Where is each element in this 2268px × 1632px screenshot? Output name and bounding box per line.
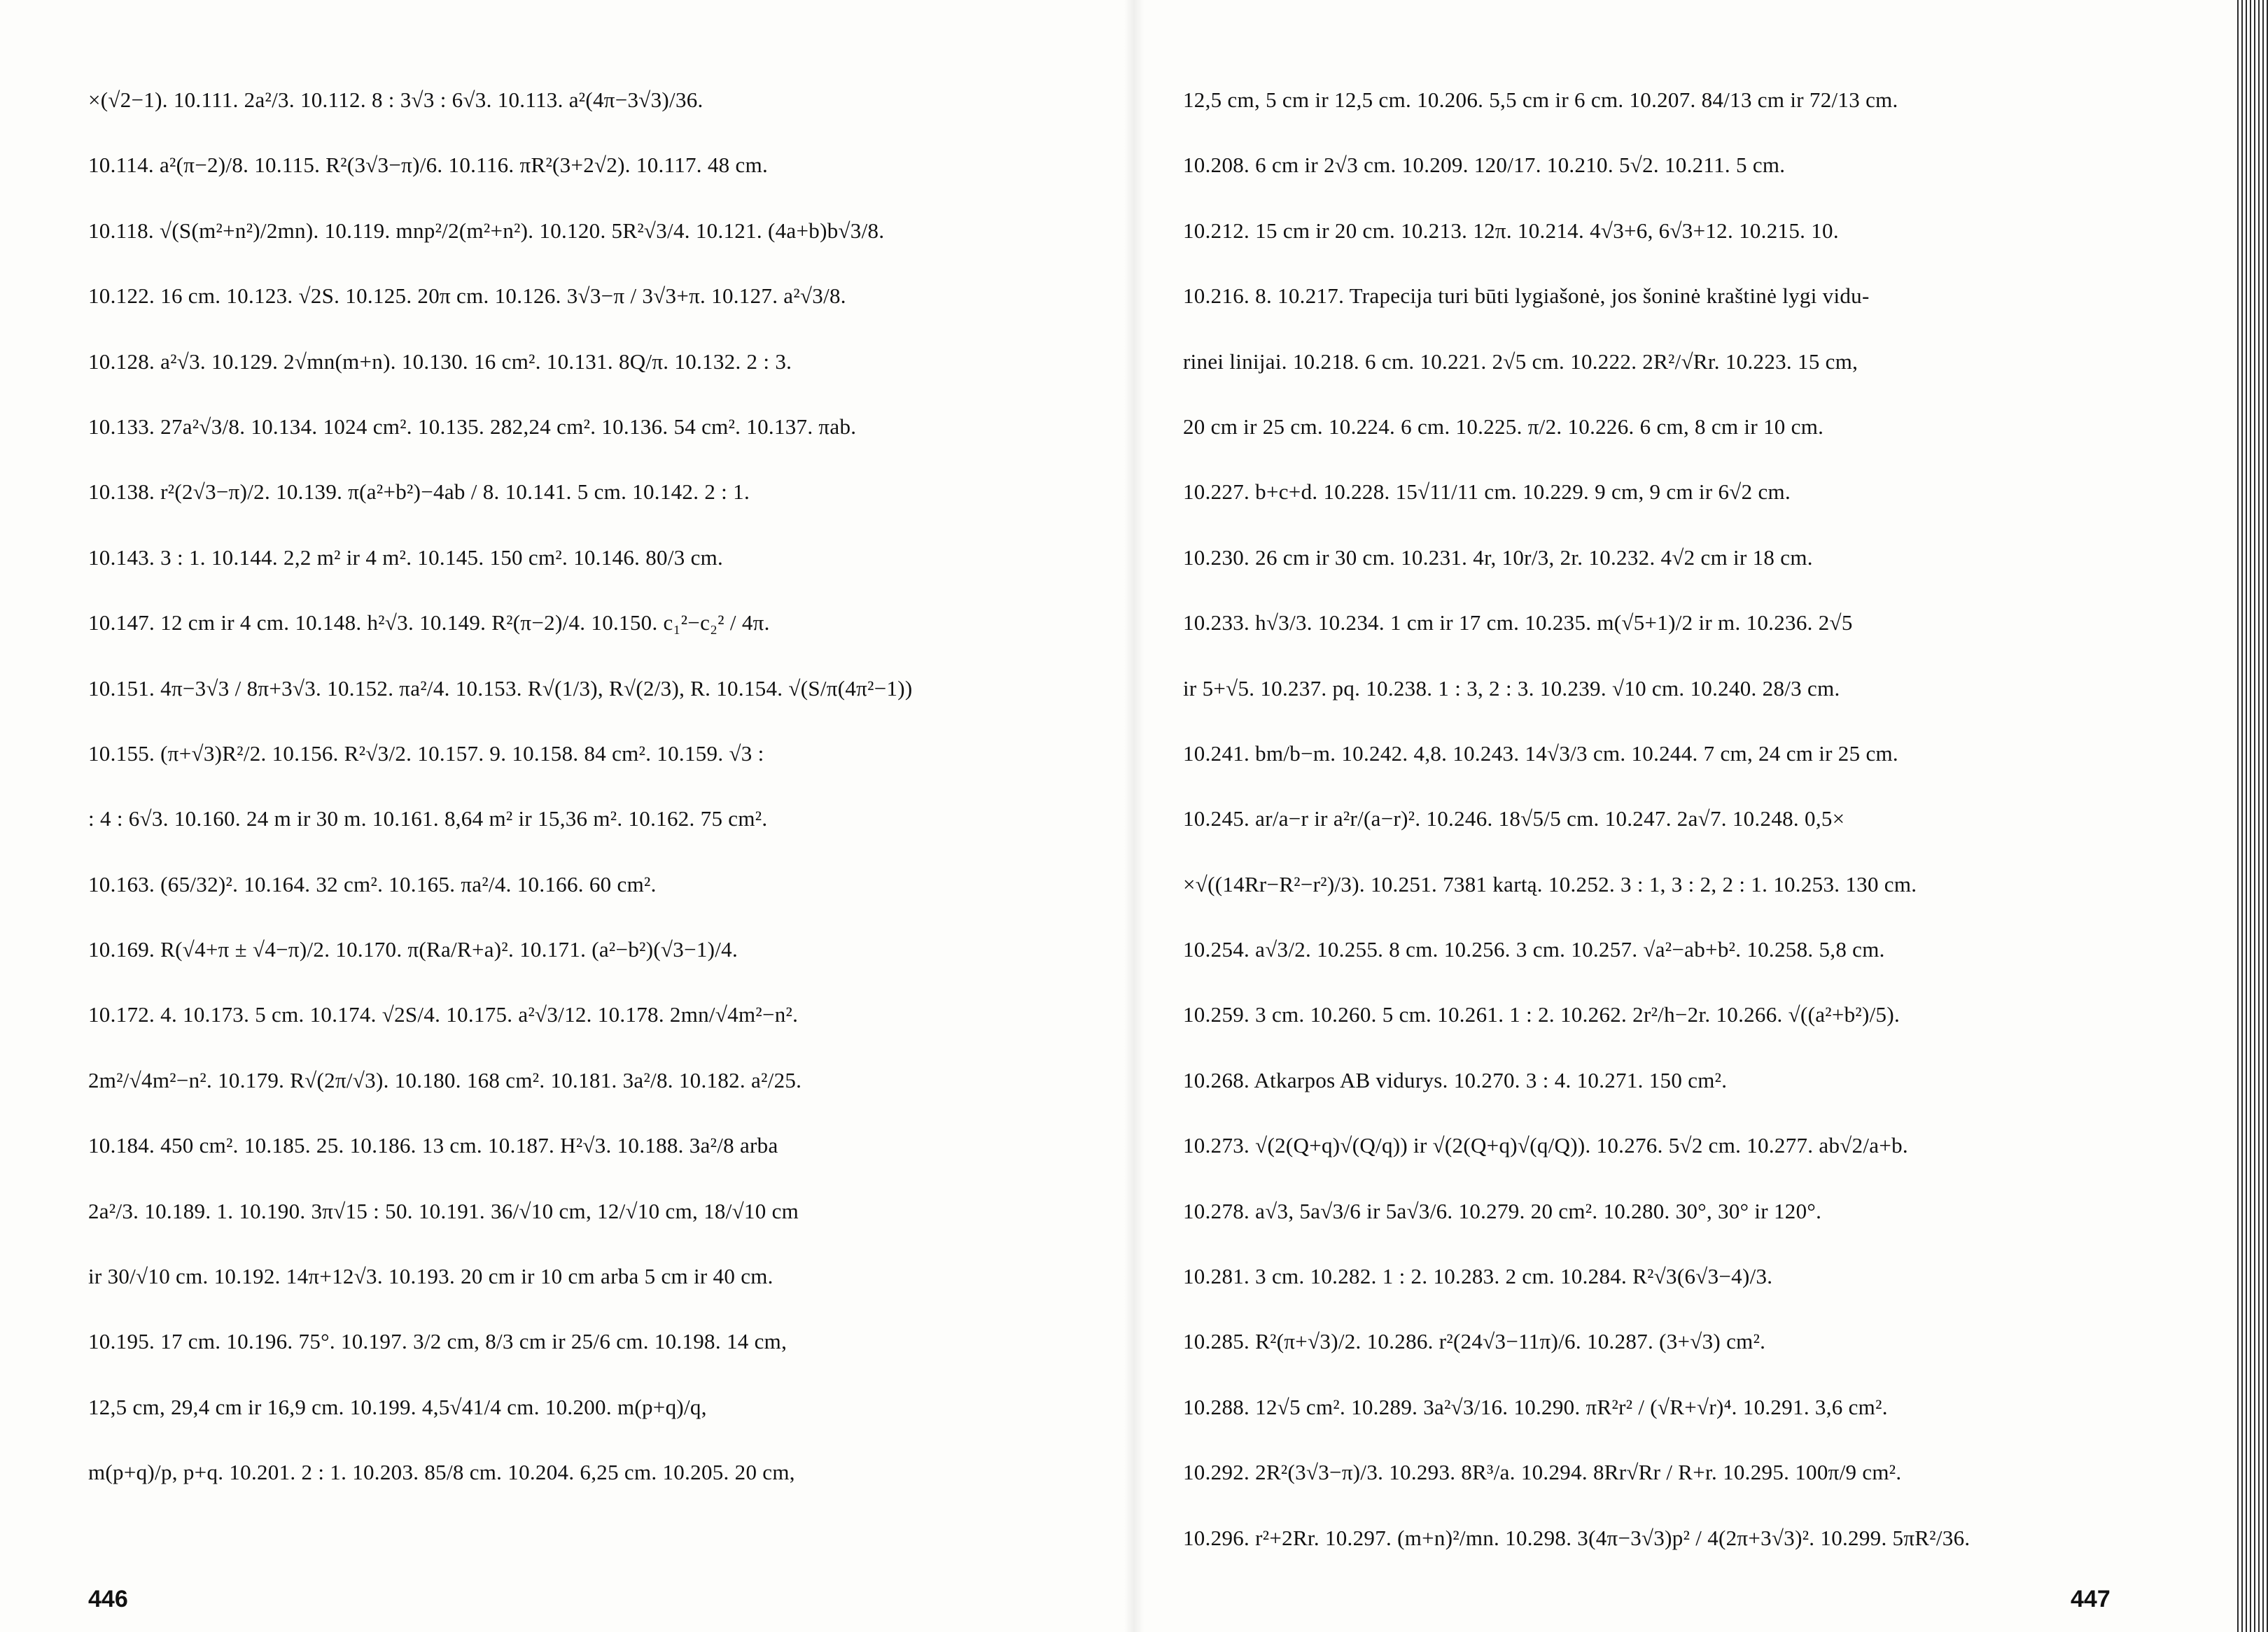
right-answer-lines (1183, 67, 2163, 1570)
answer-line: 10.216. 8. 10.217. Trapecija turi būti lygiašonė, jos šoninė kraštinė lygi vidu- (1183, 283, 1870, 309)
answer-line: 10.259. 3 cm. 10.260. 5 cm. 10.261. 1 : 2. 10.262. 2r²/h−2r. 10.266. √((a²+b²)/5). (1183, 1002, 1900, 1027)
answer-line: 10.122. 16 cm. 10.123. √2S. 10.125. 20π cm. 10.126. 3√3−π / 3√3+π. 10.127. a²√3/8. (88, 283, 846, 309)
answer-line: 10.208. 6 cm ir 2√3 cm. 10.209. 120/17. 10.210. 5√2. 10.211. 5 cm. (1183, 153, 1786, 178)
answer-line: 10.273. √(2(Q+q)√(Q/q)) ir √(2(Q+q)√(q/Q)). 10.276. 5√2 cm. 10.277. ab√2/a+b. (1183, 1133, 1908, 1158)
answer-line: 10.230. 26 cm ir 30 cm. 10.231. 4r, 10r/3, 2r. 10.232. 4√2 cm ir 18 cm. (1183, 544, 1813, 570)
right-page-number: 447 (2071, 1586, 2110, 1612)
answer-line: 10.133. 27a²√3/8. 10.134. 1024 cm². 10.135. 282,24 cm². 10.136. 54 cm². 10.137. πab. (88, 414, 857, 439)
answer-line: 10.147. 12 cm ir 4 cm. 10.148. h²√3. 10.149. R²(π−2)/4. 10.150. c₁²−c₂² / 4π. (88, 610, 770, 635)
answer-line: 20 cm ir 25 cm. 10.224. 6 cm. 10.225. π/2. 10.226. 6 cm, 8 cm ir 10 cm. (1183, 414, 1824, 439)
answer-line: 10.172. 4. 10.173. 5 cm. 10.174. √2S/4. 10.175. a²√3/12. 10.178. 2mn/√4m²−n². (88, 1002, 799, 1027)
answer-line: 10.195. 17 cm. 10.196. 75°. 10.197. 3/2 cm, 8/3 cm ir 25/6 cm. 10.198. 14 cm, (88, 1329, 788, 1354)
answer-line: 10.163. (65/32)². 10.164. 32 cm². 10.165. πa²/4. 10.166. 60 cm². (88, 871, 657, 896)
answer-line: 10.143. 3 : 1. 10.144. 2,2 m² ir 4 m². 10.145. 150 cm². 10.146. 80/3 cm. (88, 544, 724, 570)
answer-line: 10.233. h√3/3. 10.234. 1 cm ir 17 cm. 10.235. m(√5+1)/2 ir m. 10.236. 2√5 (1183, 610, 1853, 635)
answer-line: 10.169. R(√4+π ± √4−π)/2. 10.170. π(Ra/R+a)². 10.171. (a²−b²)(√3−1)/4. (88, 937, 738, 962)
answer-line: 10.278. a√3, 5a√3/6 ir 5a√3/6. 10.279. 20 cm². 10.280. 30°, 30° ir 120°. (1183, 1198, 1822, 1223)
answer-line: 10.245. ar/a−r ir a²r/(a−r)². 10.246. 18√5/5 cm. 10.247. 2a√7. 10.248. 0,5× (1183, 806, 1845, 831)
answer-line: 10.128. a²√3. 10.129. 2√mn(m+n). 10.130. 16 cm². 10.131. 8Q/π. 10.132. 2 : 3. (88, 349, 792, 374)
answer-line: ir 5+√5. 10.237. pq. 10.238. 1 : 3, 2 : 3. 10.239. √10 cm. 10.240. 28/3 cm. (1183, 675, 1840, 701)
answer-line: 10.285. R²(π+√3)/2. 10.286. r²(24√3−11π)/6. 10.287. (3+√3) cm². (1183, 1329, 1766, 1354)
answer-line: 10.254. a√3/2. 10.255. 8 cm. 10.256. 3 cm. 10.257. √a²−ab+b². 10.258. 5,8 cm. (1183, 937, 1885, 962)
answer-line: 10.184. 450 cm². 10.185. 25. 10.186. 13 cm. 10.187. H²√3. 10.188. 3a²/8 arba (88, 1133, 778, 1158)
answer-line: rinei linijai. 10.218. 6 cm. 10.221. 2√5 cm. 10.222. 2R²/√Rr. 10.223. 15 cm, (1183, 349, 1858, 374)
answer-line: 10.268. Atkarpos AB vidurys. 10.270. 3 : 4. 10.271. 150 cm². (1183, 1067, 1728, 1092)
answer-line: ir 30/√10 cm. 10.192. 14π+12√3. 10.193. 20 cm ir 10 cm arba 5 cm ir 40 cm. (88, 1264, 774, 1289)
answer-line: 10.118. √(S(m²+n²)/2mn). 10.119. mnp²/2(m²+n²). 10.120. 5R²√3/4. 10.121. (4a+b)b√3/8. (88, 218, 885, 243)
answer-line: 10.114. a²(π−2)/8. 10.115. R²(3√3−π)/6. 10.116. πR²(3+2√2). 10.117. 48 cm. (88, 153, 769, 178)
answer-line: 10.292. 2R²(3√3−π)/3. 10.293. 8R³/a. 10.294. 8Rr√Rr / R+r. 10.295. 100π/9 cm². (1183, 1460, 1902, 1485)
answer-line: 10.151. 4π−3√3 / 8π+3√3. 10.152. πa²/4. 10.153. R√(1/3), R√(2/3), R. 10.154. √(S/π(4π²−1)) (88, 675, 913, 701)
answer-line: 10.281. 3 cm. 10.282. 1 : 2. 10.283. 2 cm. 10.284. R²√3(6√3−4)/3. (1183, 1264, 1773, 1289)
answer-line: 10.227. b+c+d. 10.228. 15√11/11 cm. 10.229. 9 cm, 9 cm ir 6√2 cm. (1183, 479, 1791, 505)
answer-line: 10.288. 12√5 cm². 10.289. 3a²√3/16. 10.290. πR²r² / (√R+√r)⁴. 10.291. 3,6 cm². (1183, 1394, 1888, 1419)
answer-line: 10.241. bm/b−m. 10.242. 4,8. 10.243. 14√3/3 cm. 10.244. 7 cm, 24 cm ir 25 cm. (1183, 740, 1898, 766)
answer-line: 2a²/3. 10.189. 1. 10.190. 3π√15 : 50. 10.191. 36/√10 cm, 12/√10 cm, 18/√10 cm (88, 1198, 799, 1223)
right-page (1134, 0, 2268, 1632)
page-edge-strip (2237, 0, 2268, 1632)
answer-line: m(p+q)/p, p+q. 10.201. 2 : 1. 10.203. 85/8 cm. 10.204. 6,25 cm. 10.205. 20 cm, (88, 1460, 795, 1485)
left-answer-lines (88, 67, 1029, 1505)
answer-line: : 4 : 6√3. 10.160. 24 m ir 30 m. 10.161. 8,64 m² ir 15,36 m². 10.162. 75 cm². (88, 806, 768, 831)
answer-line: ×(√2−1). 10.111. 2a²/3. 10.112. 8 : 3√3 : 6√3. 10.113. a²(4π−3√3)/36. (88, 87, 704, 112)
answer-line: 10.212. 15 cm ir 20 cm. 10.213. 12π. 10.214. 4√3+6, 6√3+12. 10.215. 10. (1183, 218, 1839, 243)
answer-line: 12,5 cm, 5 cm ir 12,5 cm. 10.206. 5,5 cm ir 6 cm. 10.207. 84/13 cm ir 72/13 cm. (1183, 87, 1898, 112)
answer-line: 10.138. r²(2√3−π)/2. 10.139. π(a²+b²)−4ab / 8. 10.141. 5 cm. 10.142. 2 : 1. (88, 479, 750, 505)
answer-line: 12,5 cm, 29,4 cm ir 16,9 cm. 10.199. 4,5√41/4 cm. 10.200. m(p+q)/q, (88, 1394, 707, 1419)
left-page-number: 446 (88, 1586, 128, 1612)
answer-line: ×√((14Rr−R²−r²)/3). 10.251. 7381 kartą. 10.252. 3 : 1, 3 : 2, 2 : 1. 10.253. 130 cm. (1183, 871, 1917, 896)
answer-line: 2m²/√4m²−n². 10.179. R√(2π/√3). 10.180. 168 cm². 10.181. 3a²/8. 10.182. a²/25. (88, 1067, 802, 1092)
answer-line: 10.296. r²+2Rr. 10.297. (m+n)²/mn. 10.298. 3(4π−3√3)p² / 4(2π+3√3)². 10.299. 5πR²/36. (1183, 1525, 1970, 1550)
answer-line: 10.155. (π+√3)R²/2. 10.156. R²√3/2. 10.157. 9. 10.158. 84 cm². 10.159. √3 : (88, 740, 764, 766)
